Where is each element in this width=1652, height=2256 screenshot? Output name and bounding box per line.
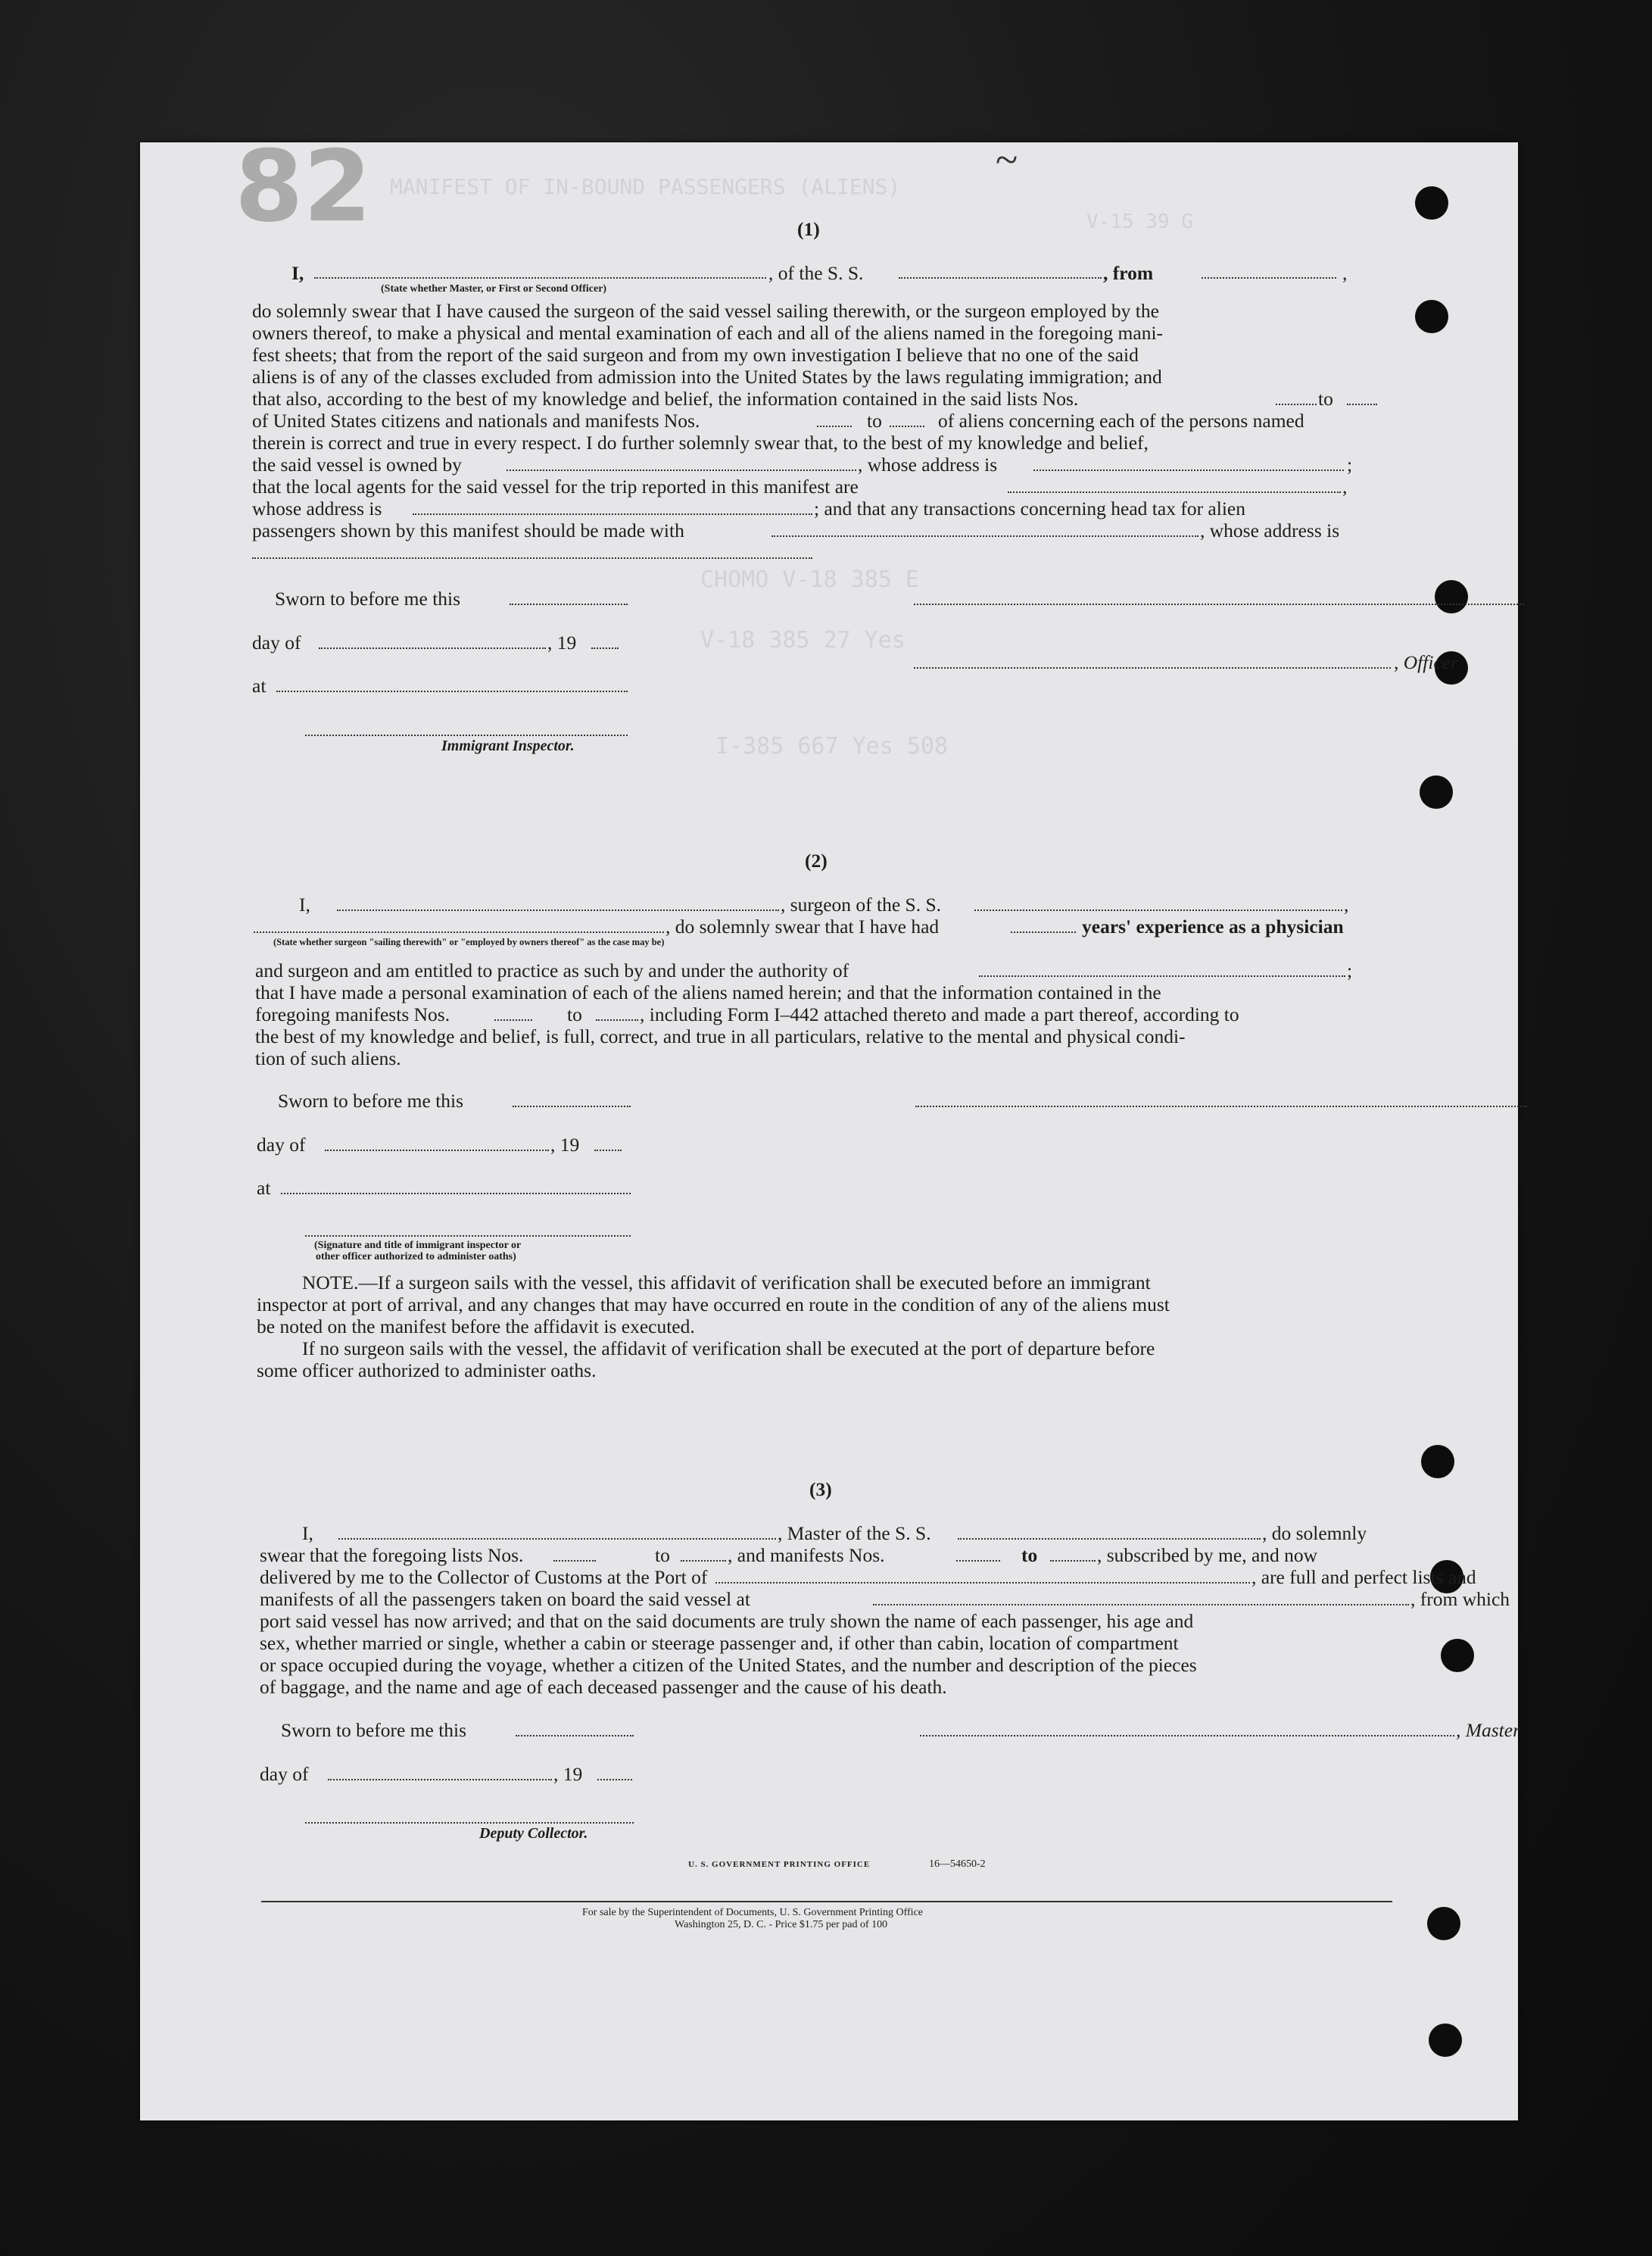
s1-head-tax-field[interactable]	[771, 535, 1198, 537]
s3-master-label: , Master	[1456, 1719, 1520, 1741]
s2-note-1: NOTE.—If a surgeon sails with the vessel, this affidavit of verification shall be executed before an immigrant	[302, 1272, 1151, 1293]
s2-note-2: inspector at port of arrival, and any changes that may have occurred en route in the condition of any of the aliens must	[257, 1293, 1170, 1315]
s2-at: at	[257, 1177, 271, 1199]
s3-deputy-label: Deputy Collector.	[479, 1825, 588, 1842]
s3-and-manifests: , and manifests Nos.	[728, 1544, 885, 1566]
s3-line-1: port said vessel has now arrived; and that on the said documents are truly shown the name of each passenger, his age and	[260, 1610, 1194, 1632]
s2-vessel-field[interactable]	[974, 910, 1342, 911]
s1-whose-address-a: , whose address is	[858, 454, 998, 476]
s1-officer-name-field[interactable]	[314, 277, 766, 279]
s2-years-exp: years' experience as a physician	[1082, 916, 1344, 938]
s2-manifest-to-field[interactable]	[596, 1019, 638, 1021]
s1-to-a: to	[1318, 388, 1333, 410]
punch-hole	[1429, 2024, 1462, 2057]
s2-i: I,	[299, 894, 310, 916]
s3-to-a: to	[655, 1544, 670, 1566]
s1-hint: (State whether Master, or First or Second Officer)	[381, 283, 607, 295]
punch-hole	[1427, 1907, 1460, 1940]
s2-line-1: that I have made a personal examination of each of the aliens named herein; and that the information contained in the	[255, 981, 1161, 1003]
s3-vessel-field[interactable]	[958, 1538, 1261, 1540]
s1-comma: ,	[1342, 262, 1348, 284]
s3-line-2: sex, whether married or single, whether a cabin or steerage passenger and, if other than cabin, location of compartment	[260, 1632, 1179, 1654]
s3-sworn: Sworn to before me this	[281, 1719, 467, 1741]
section-2-number: (2)	[805, 850, 828, 872]
s1-i: I,	[291, 262, 304, 284]
footer-rule	[261, 1901, 1392, 1902]
stamp-number: 82	[235, 129, 372, 244]
s1-year: , 19	[547, 632, 577, 654]
s3-port-field[interactable]	[715, 1582, 1250, 1584]
s1-manifest-from-field[interactable]	[817, 426, 852, 427]
s1-of-ss: , of the S. S.	[768, 262, 864, 284]
s1-from-field[interactable]	[1202, 277, 1336, 279]
s1-head-tax: ; and that any transactions concerning head tax for alien	[814, 498, 1245, 520]
s1-owner-address-field[interactable]	[1033, 470, 1344, 471]
s1-day-of: day of	[252, 632, 301, 654]
s2-sig-hint-2: other officer authorized to administer oaths)	[316, 1251, 516, 1262]
s2-authority-field[interactable]	[979, 975, 1345, 977]
stamp-mark: ~	[996, 137, 1018, 183]
s3-year: , 19	[553, 1763, 583, 1785]
s1-officer-signature-line[interactable]	[914, 604, 1524, 605]
s3-from-which: , from which	[1410, 1588, 1510, 1610]
s1-inspector-signature-line[interactable]	[305, 735, 628, 736]
s2-year: , 19	[550, 1134, 580, 1156]
s2-line-3: tion of such aliens.	[255, 1047, 401, 1069]
s1-manifest-to-field[interactable]	[890, 426, 924, 427]
punch-hole	[1415, 186, 1448, 220]
s1-comma-b: ,	[1342, 476, 1348, 498]
bleed-through: I-385 667 Yes 508	[715, 733, 949, 760]
s1-sworn: Sworn to before me this	[275, 588, 461, 610]
s2-comma: ,	[1344, 894, 1349, 916]
s1-agents-field[interactable]	[1008, 491, 1341, 493]
s2-note-4: If no surgeon sails with the vessel, the affidavit of verification shall be executed at the port of departure before	[302, 1337, 1155, 1359]
s3-taken-at-field[interactable]	[873, 1604, 1409, 1605]
s3-lists-from-field[interactable]	[553, 1560, 596, 1562]
s1-line-7: therein is correct and true in every respect. I do further solemnly swear that, to the best of my knowledge and belief,	[252, 432, 1149, 454]
s2-manifest-from-field[interactable]	[494, 1019, 532, 1021]
section-3-number: (3)	[809, 1478, 832, 1500]
bleed-through: CHOMO V-18 385 E	[700, 566, 919, 593]
s1-at: at	[252, 675, 267, 697]
s1-vessel-field[interactable]	[899, 277, 1102, 279]
s3-manifests-all: manifests of all the passengers taken on board the said vessel at	[260, 1588, 750, 1610]
s3-delivered: delivered by me to the Collector of Customs at the Port of	[260, 1566, 708, 1588]
s2-day-field[interactable]	[325, 1150, 549, 1151]
s3-master-of: , Master of the S. S.	[778, 1522, 931, 1544]
s3-swear-lists: swear that the foregoing lists Nos.	[260, 1544, 524, 1566]
punch-hole	[1420, 775, 1453, 809]
s1-line-9: that the local agents for the said vessel for the trip reported in this manifest are	[252, 476, 859, 498]
s3-do-solemnly: , do solemnly	[1262, 1522, 1367, 1544]
bleed-through: MANIFEST OF IN-BOUND PASSENGERS (ALIENS)	[390, 174, 901, 199]
s3-year-field[interactable]	[597, 1779, 632, 1780]
s1-line-5: that also, according to the best of my knowledge and belief, the information contained in the said lists Nos.	[252, 388, 1079, 410]
s2-do-swear: , do solemnly swear that I have had	[665, 916, 940, 938]
s2-authority: and surgeon and am entitled to practice as such by and under the authority of	[255, 960, 849, 981]
s1-semicolon-a: ;	[1347, 454, 1353, 476]
s2-surgeon-of: , surgeon of the S. S.	[781, 894, 942, 916]
s3-sworn-date-field[interactable]	[516, 1735, 634, 1736]
s3-day-field[interactable]	[328, 1779, 552, 1780]
s3-line-4: of baggage, and the name and age of each deceased passenger and the cause of his death.	[260, 1676, 947, 1698]
s1-line-3: fest sheets; that from the report of the said surgeon and from my own investigation I believe that no one of the said	[252, 344, 1139, 366]
s3-to-b: to	[1021, 1544, 1038, 1566]
s2-surgeon-name-field[interactable]	[337, 910, 779, 911]
footer-sale-line-2: Washington 25, D. C. - Price $1.75 per pad of 100	[675, 1919, 888, 1930]
manifest-affidavit-page	[140, 129, 1520, 2120]
s2-semicolon: ;	[1347, 960, 1353, 981]
s1-whose-address-b: , whose address is	[1200, 520, 1340, 541]
s1-owner-field[interactable]	[507, 470, 856, 471]
s1-line-2: owners thereof, to make a physical and mental examination of each and all of the aliens named in the foregoing mani-	[252, 322, 1164, 344]
punch-hole	[1441, 1639, 1474, 1672]
s1-line-6: of United States citizens and nationals and manifests Nos.	[252, 410, 700, 432]
s3-lists-to-field[interactable]	[681, 1560, 726, 1562]
s1-sworn-date-field[interactable]	[510, 604, 628, 605]
s3-manifests-from-field[interactable]	[956, 1560, 1000, 1562]
s1-day-field[interactable]	[319, 647, 546, 649]
footer-sale-line-1: For sale by the Superintendent of Documents, U. S. Government Printing Office	[582, 1907, 923, 1918]
s2-year-field[interactable]	[594, 1150, 622, 1151]
s1-from: , from	[1103, 262, 1154, 284]
s3-day-of: day of	[260, 1763, 309, 1785]
s2-hint: (State whether surgeon "sailing therewith" or "employed by owners thereof" as the case may be)	[273, 937, 665, 947]
s1-officer-label: , Officer	[1394, 651, 1458, 673]
s1-to-b: to	[867, 410, 882, 432]
s3-full-perfect: , are full and perfect lists and	[1251, 1566, 1476, 1588]
s1-lists-from-field[interactable]	[1276, 404, 1317, 405]
s3-i: I,	[302, 1522, 313, 1544]
bleed-through: V-15 39 G	[1086, 211, 1193, 233]
s1-inspector-label: Immigrant Inspector.	[441, 738, 575, 754]
punch-hole	[1435, 580, 1468, 613]
s2-sworn-date-field[interactable]	[513, 1106, 631, 1107]
punch-hole	[1421, 1445, 1454, 1478]
s2-including: , including Form I–442 attached thereto and made a part thereof, according to	[640, 1003, 1239, 1025]
s3-line-3: or space occupied during the voyage, whether a citizen of the United States, and the number and description of the pieces	[260, 1654, 1197, 1676]
s1-year-field[interactable]	[591, 647, 619, 649]
s1-lists-to-field[interactable]	[1347, 404, 1377, 405]
s2-note-5: some officer authorized to administer oaths.	[257, 1359, 597, 1381]
s2-at-field[interactable]	[281, 1193, 631, 1194]
s1-line-1: do solemnly swear that I have caused the surgeon of the said vessel sailing therewith, or the surgeon employed by the	[252, 300, 1159, 322]
s1-at-field[interactable]	[276, 691, 628, 692]
bleed-through: V-18 385 27 Yes	[700, 627, 905, 654]
s3-deputy-signature-line[interactable]	[305, 1822, 634, 1824]
s1-line-10: whose address is	[252, 498, 382, 520]
s2-day-of: day of	[257, 1134, 306, 1156]
s2-capacity-field[interactable]	[254, 931, 664, 933]
s2-foregoing: foregoing manifests Nos.	[255, 1003, 450, 1025]
s2-inspector-signature-line[interactable]	[305, 1235, 631, 1237]
s1-agents-address-field[interactable]	[413, 513, 812, 515]
s2-note-3: be noted on the manifest before the affidavit is executed.	[257, 1315, 695, 1337]
section-1-number: (1)	[797, 218, 820, 240]
s1-line-4: aliens is of any of the classes excluded from admission into the United States by the laws regulating immigration; and	[252, 366, 1162, 388]
s1-line-8: the said vessel is owned by	[252, 454, 462, 476]
s1-of-aliens: of aliens concerning each of the persons named	[938, 410, 1304, 432]
s1-head-tax-address-field[interactable]	[252, 557, 812, 559]
s2-years-field[interactable]	[1011, 931, 1076, 933]
s2-sworn: Sworn to before me this	[278, 1090, 464, 1112]
s2-to: to	[567, 1003, 582, 1025]
s1-officer-title-line[interactable]	[914, 667, 1391, 669]
s1-line-11: passengers shown by this manifest should be made with	[252, 520, 684, 541]
s3-master-name-field[interactable]	[338, 1538, 776, 1540]
s3-subscribed: , subscribed by me, and now	[1097, 1544, 1318, 1566]
s3-manifests-to-field[interactable]	[1050, 1560, 1096, 1562]
s2-surgeon-signature-line[interactable]	[915, 1106, 1527, 1107]
printing-office: U. S. GOVERNMENT PRINTING OFFICE	[688, 1860, 871, 1869]
s2-line-2: the best of my knowledge and belief, is full, correct, and true in all particulars, relative to the mental and physical condi-	[255, 1025, 1186, 1047]
s2-sig-hint-1: (Signature and title of immigrant inspector or	[314, 1240, 522, 1251]
s3-master-signature-line[interactable]	[920, 1735, 1454, 1736]
form-code: 16—54650-2	[929, 1858, 986, 1870]
